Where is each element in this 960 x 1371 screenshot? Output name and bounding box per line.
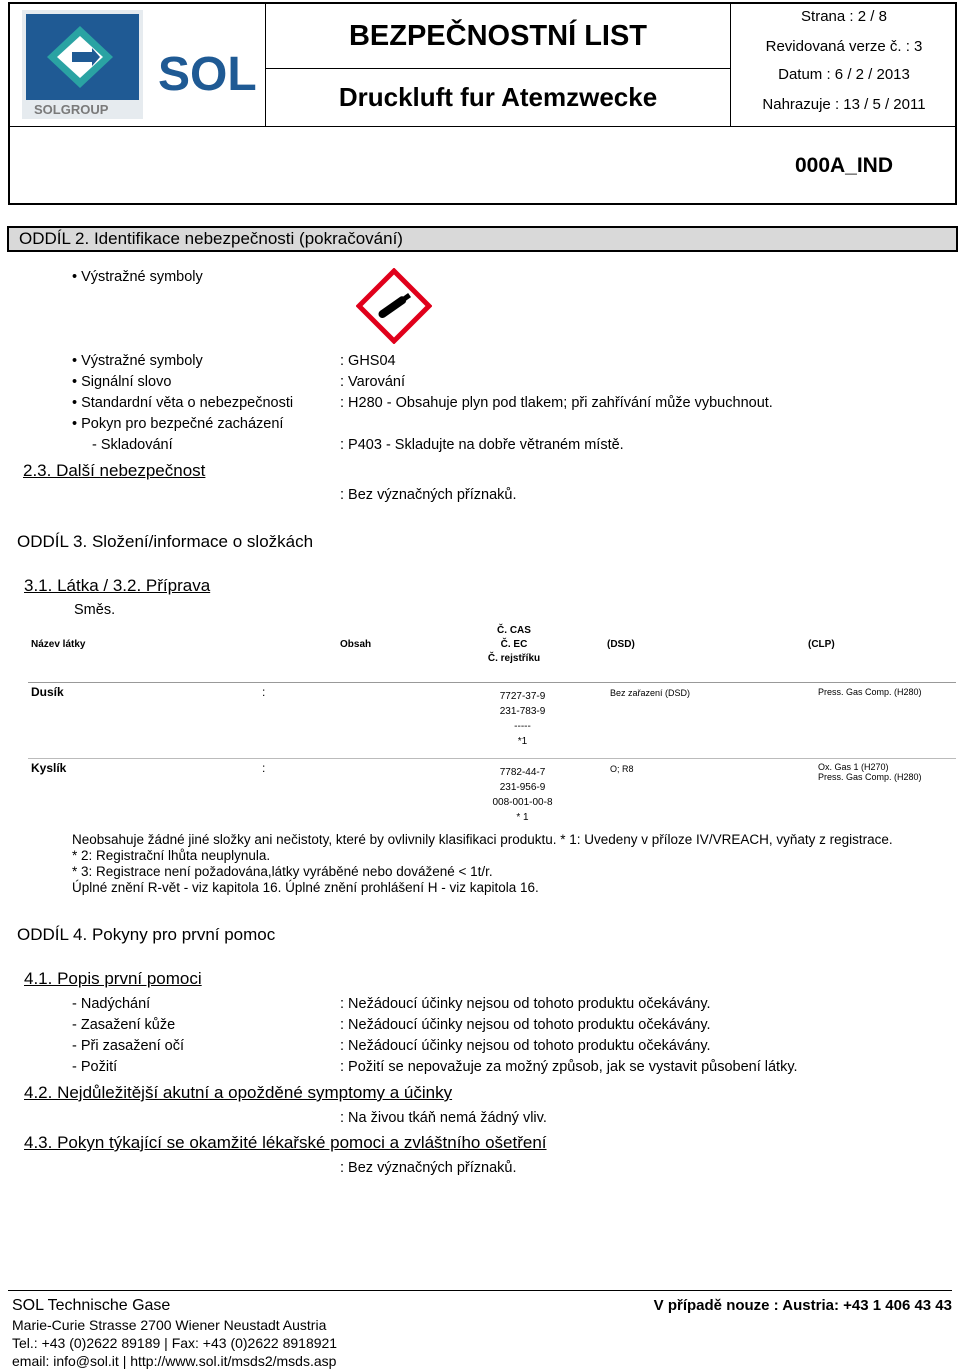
clp-classification: Press. Gas Comp. (H280) [818,687,922,697]
row-value-symbols: : GHS04 [340,353,396,369]
dsd-classification: O; R8 [610,764,634,774]
row-label-eyes: - Při zasažení očí [72,1038,185,1054]
section-4-heading: ODDÍL 4. Pokyny pro první pomoc [17,925,276,944]
mixture-label: Směs. [74,602,116,618]
dsd-classification: Bez zařazení (DSD) [610,688,691,698]
first-aid-heading: 4.1. Popis první pomoci [24,969,202,988]
substance-heading: 3.1. Látka / 3.2. Příprava [24,576,211,595]
substance-name: Kyslík [31,761,67,775]
sol-logo [10,4,266,127]
clp-classification: Ox. Gas 1 (H270) Press. Gas Comp. (H280) [818,762,922,782]
product-code: 000A_IND [794,154,894,177]
composition-notes: Neobsahuje žádné jiné složky ani nečistoty, které by ovlivnily klasifikaci produktu. * 1: Uvedeny v příloze IV/VREACH, vyňaty z registrace. * 2: Registrační lhůta neuplynula. * 3: Registrace není požadována,látky vyráběné nebo dovážené < 1t/r. Úplné znění R-vět - viz kapitola 16. Úplné znění prohlášení H - viz kapitola 16. [72,832,893,895]
revision-info [731,4,957,127]
document-title: BEZPEČNOSTNÍ LIST [266,4,731,69]
row-label-storage: - Skladování [92,437,173,453]
col-header-name: Název látky [31,639,86,650]
revision-date: Datum : 6 / 2 / 2013 [778,66,910,83]
other-hazards-heading: 2.3. Další nebezpečnost [23,461,206,480]
revision-version: Revidovaná verze č. : 3 [765,38,923,55]
substance-identifiers: 7727-37-9 231-783-9 ----- *1 [499,691,546,747]
col-header-ec: Č. EC [500,639,528,650]
row-value-skin: : Nežádoucí účinky nejsou od tohoto produktu očekávány. [340,1017,711,1033]
col-header-clp: (CLP) [808,639,835,650]
document-header [8,2,957,205]
section-3-heading: ODDÍL 3. Složení/informace o složkách [17,532,314,551]
product-name: Druckluft fur Atemzwecke [266,69,731,127]
row-label-precautionary: • Pokyn pro bezpečné zacházení [72,416,284,432]
col-header-index: Č. rejstříku [487,653,541,664]
ghs04-gas-cylinder-icon [356,268,432,349]
col-header-cas: Č. CAS [497,625,531,636]
row-label-inhalation: - Nadýchání [72,996,151,1012]
svg-text:SOL: SOL [158,48,257,101]
row-value-hazard-statement: : H280 - Obsahuje plyn pod tlakem; při zahřívání může vybuchnout. [340,395,773,411]
medical-attention-heading: 4.3. Pokyn týkající se okamžité lékařské pomoci a zvláštního ošetření [24,1133,547,1152]
row-value-signal-word: : Varování [340,374,406,390]
content-separator: : [262,685,266,699]
table-divider [28,682,956,683]
emergency-phone: V případě nouze : Austria: +43 1 406 43 43 [653,1297,952,1314]
table-divider [28,758,956,759]
page-number: Strana : 2 / 8 [801,8,887,25]
col-header-content: Obsah [340,639,372,650]
section-2-bar: ODDÍL 2. Identifikace nebezpečnosti (pokračování) [7,226,958,252]
substance-name: Dusík [31,685,64,699]
col-header-dsd: (DSD) [607,639,635,650]
symptoms-value: : Na živou tkáň nemá žádný vliv. [340,1110,547,1126]
row-label-skin: - Zasažení kůže [72,1017,176,1033]
row-value-eyes: : Nežádoucí účinky nejsou od tohoto produktu očekávány. [340,1038,711,1054]
row-label-ingestion: - Požití [72,1059,118,1075]
company-phone: Tel.: +43 (0)2622 89189 | Fax: +43 (0)2622 8918921 [12,1335,338,1351]
replaces-date: Nahrazuje : 13 / 5 / 2011 [762,96,926,113]
other-hazards-value: : Bez význačných příznaků. [340,487,517,503]
company-email: email: info@sol.it | http://www.sol.it/msds2/msds.asp [12,1353,337,1369]
row-label-signal-word: • Signální slovo [72,374,172,390]
row-value-inhalation: : Nežádoucí účinky nejsou od tohoto produktu očekávány. [340,996,711,1012]
footer-divider [8,1290,952,1291]
content-separator: : [262,761,266,775]
svg-text:SOLGROUP: SOLGROUP [34,102,109,117]
hazard-symbols-heading: • Výstražné symboly [72,269,203,285]
row-value-storage: : P403 - Skladujte na dobře větraném místě. [340,437,624,453]
row-label-hazard-statement: • Standardní věta o nebezpečnosti [72,395,294,411]
company-name: SOL Technische Gase [12,1297,171,1314]
symptoms-heading: 4.2. Nejdůležitější akutní a opožděné symptomy a účinky [24,1083,453,1102]
medical-attention-value: : Bez význačných příznaků. [340,1160,517,1176]
row-value-ingestion: : Požití se nepovažuje za možný způsob, jak se vystavit působení látky. [340,1059,798,1075]
row-label-symbols: • Výstražné symboly [72,353,203,369]
company-address: Marie-Curie Strasse 2700 Wiener Neustadt Austria [12,1317,327,1333]
substance-identifiers: 7782-44-7 231-956-9 008-001-00-8 * 1 [492,767,553,823]
